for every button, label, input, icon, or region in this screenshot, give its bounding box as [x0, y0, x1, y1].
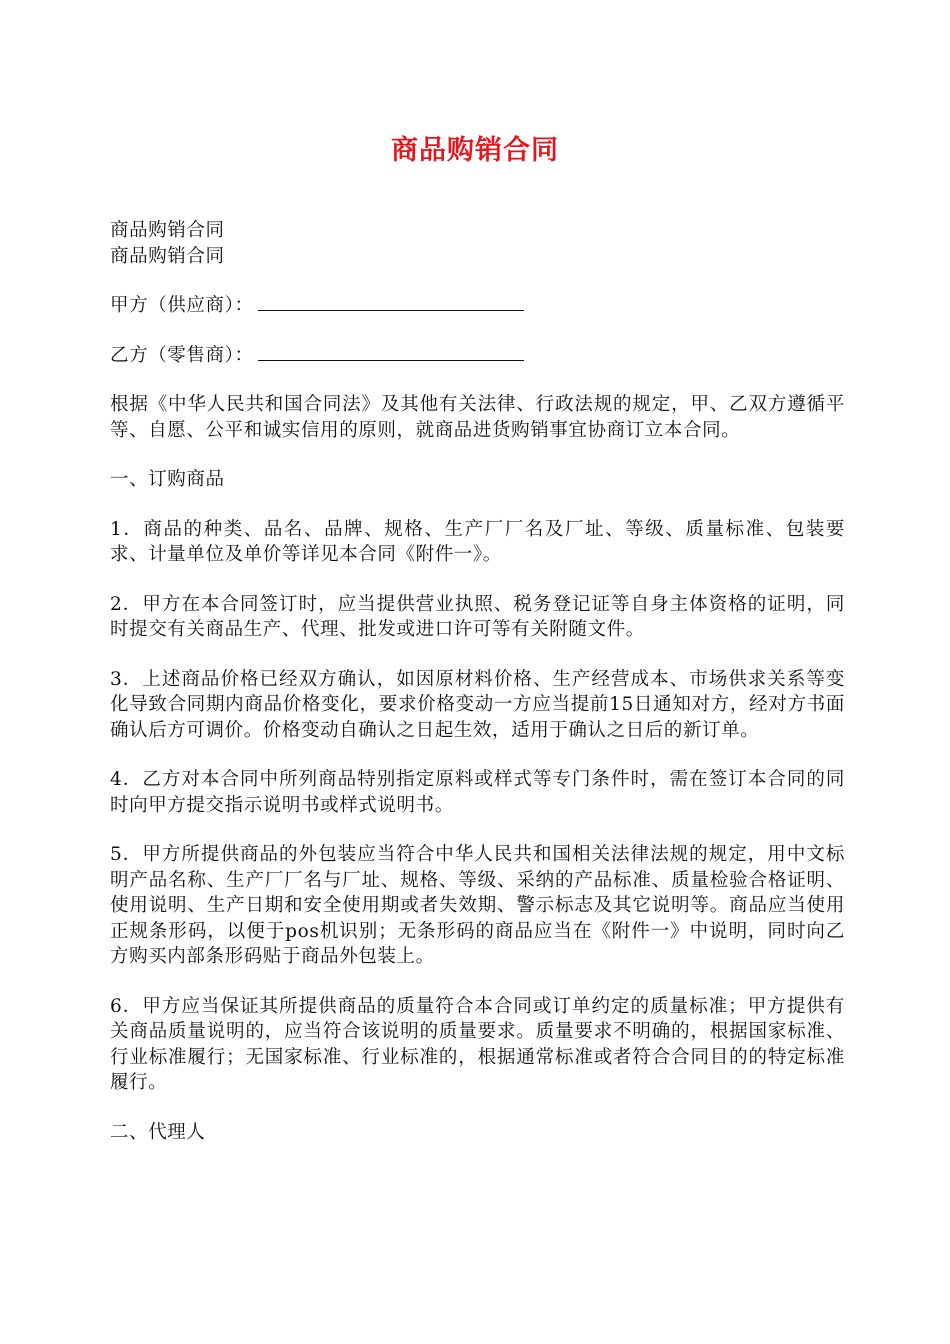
- section-heading: 一、订购商品: [110, 469, 225, 490]
- clause-paragraph: 2．甲方在本合同签订时，应当提供营业执照、税务登记证等自身主体资格的证明，同时提交有关商品生产、代理、批发或进口许可等有关附随文件。: [110, 593, 845, 640]
- document-title: 商品购销合同: [391, 135, 559, 166]
- clause-paragraph: 6．甲方应当保证其所提供商品的质量符合本合同或订单约定的质量标准；甲方提供有关商品质量说明的，应当符合该说明的质量要求。质量要求不明确的，根据国家标准、行业标准履行；无国家标准、行业标准的，根据通常标准或者符合合同目的的特定标准履行。: [110, 995, 845, 1093]
- intro-paragraph: 根据《中华人民共和国合同法》及其他有关法律、行政法规的规定，甲、乙双方遵循平等、自愿、公平和诚实信用的原则，就商品进货购销事宜协商订立本合同。: [110, 394, 845, 441]
- clause-paragraph: 4．乙方对本合同中所列商品特别指定原料或样式等专门条件时，需在签订本合同的同时向甲方提交指示说明书或样式说明书。: [110, 769, 845, 816]
- clause-paragraph: 5．甲方所提供商品的外包装应当符合中华人民共和国相关法律法规的规定，用中文标明产品名称、生产厂厂名与厂址、规格、等级、采纳的产品标准、质量检验合格证明、使用说明、生产日期和安全使用期或者失效期、警示标志及其它说明等。商品应当使用正规条形码，以便于pos机识别；无条形码的商品应当在《附件一》中说明，同时向乙方购买内部条形码贴于商品外包装上。: [110, 844, 845, 967]
- party-a-label: 甲方（供应商）：: [110, 295, 254, 316]
- header-line: 商品购销合同: [110, 245, 225, 267]
- document-body: [110, 218, 845, 1169]
- clause-paragraph: 1．商品的种类、品名、品牌、规格、生产厂厂名及厂址、等级、质量标准、包装要求、计量单位及单价等详见本合同《附件一》。: [110, 518, 845, 565]
- party-a-line: [110, 293, 845, 319]
- section-heading: 二、代理人: [110, 1121, 206, 1143]
- party-b-blank-field: [258, 346, 524, 361]
- clause-paragraph: 3．上述商品价格已经双方确认，如因原材料价格、生产经营成本、市场供求关系等变化导致合同期内商品价格变化，要求价格变动一方应当提前15日通知对方，经对方书面确认后方可调价。价格变动自确认之日起生效，适用于确认之日后的新订单。: [110, 668, 845, 741]
- party-a-blank-field: [258, 296, 524, 311]
- party-b-line: [110, 343, 845, 369]
- party-b-label: 乙方（零售商）：: [110, 344, 254, 366]
- header-line: 商品购销合同: [110, 220, 225, 241]
